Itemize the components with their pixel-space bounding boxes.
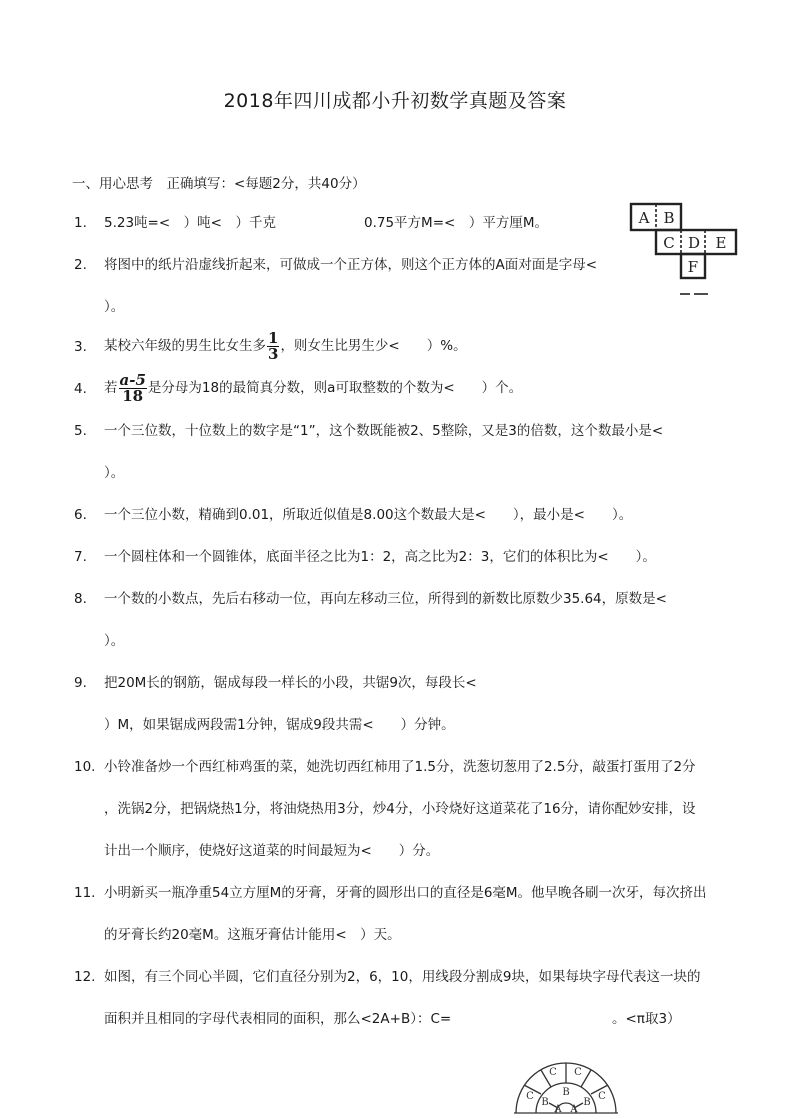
q5-line1: 一个三位数，十位数上的数字是“1”，这个数既能被2、5整除，又是3的倍数，这个数最小是<	[104, 423, 664, 439]
q2-number: 2.	[74, 257, 87, 273]
q8-line2: ）。	[104, 633, 125, 649]
q1-part-b: 0.75平方M=< ）平方厘M。	[364, 215, 548, 231]
q1-number: 1.	[74, 215, 87, 231]
q12-line2-b: 。<π取3）	[612, 1011, 681, 1027]
document-title: 2018年四川成都小升初数学真题及答案	[223, 90, 567, 112]
q4-fraction	[119, 370, 147, 405]
semi-label-a1: A	[554, 1104, 562, 1115]
q3-text-post: ，则女生比男生少< ）%。	[280, 338, 467, 354]
q12-line1: 如图，有三个同心半圆，它们直径分别为2，6，10，用线段分割成9块，如果每块字母代表这一块的	[104, 969, 701, 985]
q3-fraction-numerator: 1	[268, 328, 279, 347]
q8-number: 8.	[74, 591, 87, 607]
cube-face-b: B	[663, 209, 675, 227]
concentric-semicircles-figure	[506, 1015, 626, 1119]
q5-line2: ）。	[104, 465, 125, 481]
q11-line1: 小明新买一瓶净重54立方厘M的牙膏，牙膏的圆形出口的直径是6毫M。他早晚各刷一次牙，每次挤出	[104, 885, 707, 901]
section-heading: 一、用心思考 正确填写：<每题2分，共40分）	[72, 176, 366, 192]
semi-label-b2: B	[541, 1097, 549, 1108]
q4-fraction-numerator: a-5	[119, 370, 146, 389]
cube-face-c: C	[663, 234, 675, 252]
semi-label-c1: C	[549, 1067, 557, 1078]
q12-line2-a: 面积并且相同的字母代表相同的面积，那么<2A+B）：C=	[104, 1011, 452, 1027]
semi-label-c3: C	[526, 1091, 534, 1102]
q3-fraction	[267, 328, 279, 363]
q3-line	[104, 326, 467, 366]
semi-label-c2: C	[574, 1067, 582, 1078]
q7-line1: 一个圆柱体和一个圆锥体，底面半径之比为1：2，高之比为2：3，它们的体积比为< ）。	[104, 549, 656, 565]
q2-line2: ）。	[104, 299, 125, 315]
q2-line1: 将图中的纸片沿虚线折起来，可做成一个正方体，则这个正方体的A面对面是字母<	[104, 257, 598, 273]
cube-net-figure	[628, 200, 740, 300]
semi-label-a2: A	[570, 1104, 578, 1115]
cube-face-e: E	[715, 234, 727, 252]
semi-label-b3: B	[583, 1097, 591, 1108]
q10-line3: 计出一个顺序，使烧好这道菜的时间最短为< ）分。	[104, 843, 440, 859]
q10-line2: ，洗锅2分，把锅烧热1分，将油烧热用3分，炒4分，小玲烧好这道菜花了16分，请你配妙安排，设	[104, 801, 696, 817]
q11-line2: 的牙膏长约20毫M。这瓶牙膏估计能用< ）天。	[104, 927, 401, 943]
q5-number: 5.	[74, 423, 87, 439]
q4-line	[104, 368, 522, 408]
q4-text-pre: 若	[104, 380, 118, 396]
q7-number: 7.	[74, 549, 87, 565]
q4-fraction-denominator: 18	[122, 386, 144, 405]
cube-face-a: A	[638, 209, 650, 227]
q1-part-a: 5.23吨=< ）吨< ）千克	[104, 215, 276, 231]
q3-number: 3.	[74, 339, 87, 355]
q3-fraction-denominator: 3	[268, 344, 279, 363]
q12-number: 12.	[74, 969, 96, 985]
semi-label-c4: C	[598, 1091, 606, 1102]
q9-line2: ）M，如果锯成两段需1分钟，锯成9段共需< ）分钟。	[104, 717, 455, 733]
q3-text-pre: 某校六年级的男生比女生多	[104, 338, 266, 354]
q10-number: 10.	[74, 759, 96, 775]
q10-line1: 小铃准备炒一个西红柿鸡蛋的菜，她洗切西红柿用了1.5分，洗葱切葱用了2.5分，敲蛋打蛋用了2分	[104, 759, 696, 775]
q6-number: 6.	[74, 507, 87, 523]
q9-number: 9.	[74, 675, 87, 691]
semi-label-b1: B	[562, 1087, 570, 1098]
q4-text-post: 是分母为18的最简真分数，则a可取整数的个数为< ）个。	[147, 380, 523, 396]
q6-line1: 一个三位小数，精确到0.01，所取近似值是8.00这个数最大是< ），最小是< ）。	[104, 507, 633, 523]
cube-face-d: D	[687, 234, 701, 252]
q8-line1: 一个数的小数点，先后右移动一位，再向左移动三位，所得到的新数比原数少35.64，原数是<	[104, 591, 667, 607]
q9-line1: 把20M长的钢筋，锯成每段一样长的小段，共锯9次，每段长<	[104, 675, 477, 691]
cube-face-f: F	[687, 258, 699, 276]
q4-number: 4.	[74, 381, 87, 397]
q11-number: 11.	[74, 885, 96, 901]
